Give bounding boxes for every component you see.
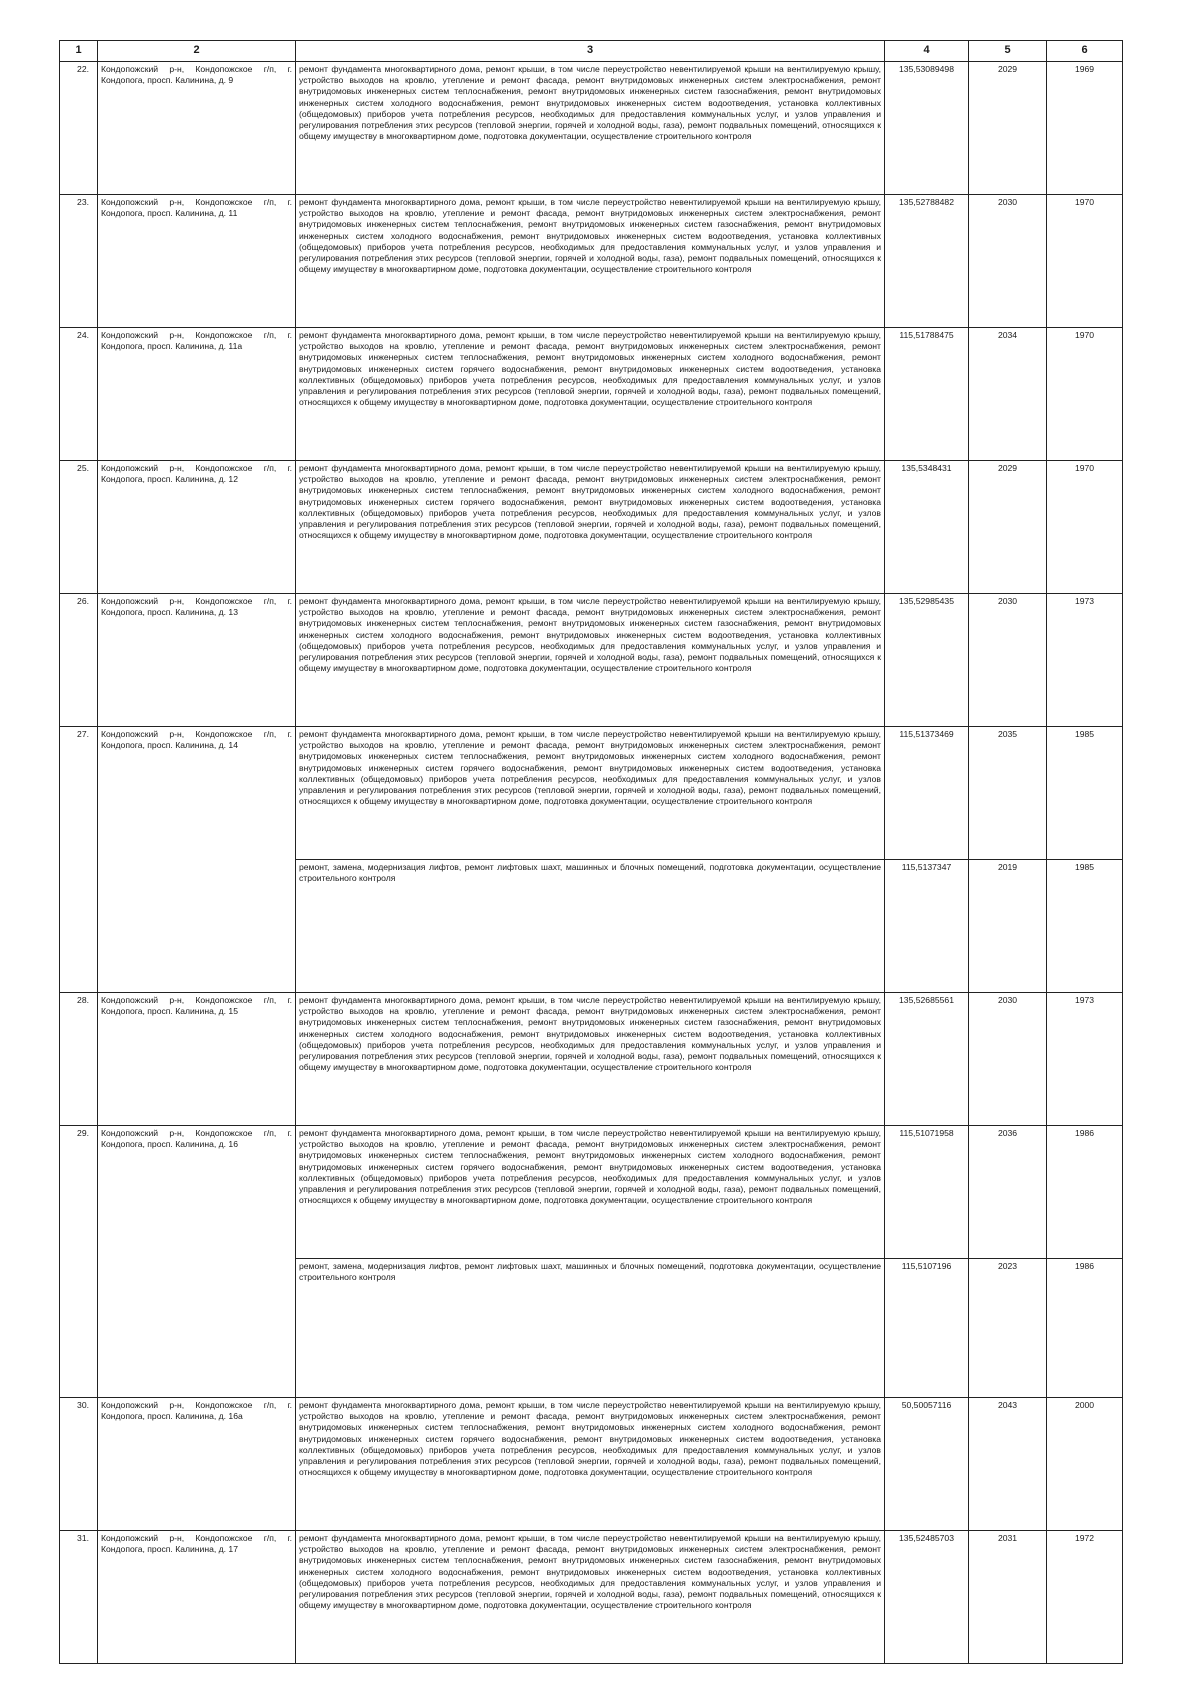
table-row	[60, 1398, 1123, 1531]
column-header: 5	[969, 41, 1047, 62]
built-year-cell: 1986	[1047, 1126, 1123, 1259]
works-cell: ремонт фундамента многоквартирного дома, ремонт крыши, в том числе переустройство невентилируемой крыши на вентилируемую крышу, устройство выходов на кровлю, утепление и ремонт фасада, ремонт внутридомовых инженерных систем электроснабжения, ремонт внутридомовых инженерных систем теплоснабжения, ремонт внутридомовых инженерных систем газоснабжения, ремонт внутридомовых инженерных систем холодного водоснабжения, ремонт внутридомовых инженерных систем водоотведения, установка коллективных (общедомовых) приборов учета потребления ресурсов, необходимых для предоставления коммунальных услуг, и узлов управления и регулирования потребления этих ресурсов (тепловой энергии, горячей и холодной воды, газа), ремонт подвальных помещений, относящихся к общему имуществу в многоквартирном доме, подготовка документации, осуществление строительного контроля	[296, 62, 885, 195]
planned-year-cell: 2029	[969, 62, 1047, 195]
works-cell: ремонт фундамента многоквартирного дома, ремонт крыши, в том числе переустройство невентилируемой крыши на вентилируемую крышу, устройство выходов на кровлю, утепление и ремонт фасада, ремонт внутридомовых инженерных систем электроснабжения, ремонт внутридомовых инженерных систем теплоснабжения, ремонт внутридомовых инженерных систем холодного водоснабжения, ремонт внутридомовых инженерных систем горячего водоснабжения, ремонт внутридомовых инженерных систем водоотведения, установка коллективных (общедомовых) приборов учета потребления ресурсов, необходимых для предоставления коммунальных услуг, и узлов управления и регулирования потребления этих ресурсов (тепловой энергии, горячей и холодной воды, газа), ремонт подвальных помещений, относящихся к общему имуществу в многоквартирном доме, подготовка документации, осуществление строительного контроля	[296, 461, 885, 594]
cost-cell: 135,5348431	[885, 461, 969, 594]
planned-year-cell: 2030	[969, 993, 1047, 1126]
row-number: 26.	[60, 594, 98, 727]
planned-year-cell: 2031	[969, 1531, 1047, 1664]
table-row	[60, 727, 1123, 860]
column-number-header-row	[60, 41, 1123, 62]
works-cell: ремонт фундамента многоквартирного дома, ремонт крыши, в том числе переустройство невентилируемой крыши на вентилируемую крышу, устройство выходов на кровлю, утепление и ремонт фасада, ремонт внутридомовых инженерных систем электроснабжения, ремонт внутридомовых инженерных систем теплоснабжения, ремонт внутридомовых инженерных систем газоснабжения, ремонт внутридомовых инженерных систем холодного водоснабжения, ремонт внутридомовых инженерных систем водоотведения, установка коллективных (общедомовых) приборов учета потребления ресурсов, необходимых для предоставления коммунальных услуг, и узлов управления и регулирования потребления этих ресурсов (тепловой энергии, горячей и холодной воды, газа), ремонт подвальных помещений, относящихся к общему имуществу в многоквартирном доме, подготовка документации, осуществление строительного контроля	[296, 993, 885, 1126]
row-number: 29.	[60, 1126, 98, 1398]
built-year-cell: 1973	[1047, 993, 1123, 1126]
works-cell: ремонт, замена, модернизация лифтов, ремонт лифтовых шахт, машинных и блочных помещений, подготовка документации, осуществление строительного контроля	[296, 1259, 885, 1398]
cost-cell: 115,51788475	[885, 328, 969, 461]
cost-cell: 135,52485703	[885, 1531, 969, 1664]
document-page	[59, 40, 1122, 1664]
address-cell: Кондопожский р-н, Кондопожское г/п, г. Кондопога, просп. Калинина, д. 12	[98, 461, 296, 594]
built-year-cell: 1969	[1047, 62, 1123, 195]
address-cell: Кондопожский р-н, Кондопожское г/п, г. Кондопога, просп. Калинина, д. 14	[98, 727, 296, 993]
address-cell: Кондопожский р-н, Кондопожское г/п, г. Кондопога, просп. Калинина, д. 11а	[98, 328, 296, 461]
built-year-cell: 1970	[1047, 195, 1123, 328]
table-row	[60, 1531, 1123, 1664]
planned-year-cell: 2034	[969, 328, 1047, 461]
table-row	[60, 62, 1123, 195]
built-year-cell: 1973	[1047, 594, 1123, 727]
planned-year-cell: 2029	[969, 461, 1047, 594]
address-cell: Кондопожский р-н, Кондопожское г/п, г. Кондопога, просп. Калинина, д. 13	[98, 594, 296, 727]
repair-program-table	[59, 40, 1123, 1664]
planned-year-cell: 2030	[969, 195, 1047, 328]
table-row	[60, 993, 1123, 1126]
column-header: 3	[296, 41, 885, 62]
cost-cell: 135,52788482	[885, 195, 969, 328]
cost-cell: 135,52685561	[885, 993, 969, 1126]
cost-cell: 135,53089498	[885, 62, 969, 195]
address-cell: Кондопожский р-н, Кондопожское г/п, г. Кондопога, просп. Калинина, д. 15	[98, 993, 296, 1126]
row-number: 22.	[60, 62, 98, 195]
works-cell: ремонт фундамента многоквартирного дома, ремонт крыши, в том числе переустройство невентилируемой крыши на вентилируемую крышу, устройство выходов на кровлю, утепление и ремонт фасада, ремонт внутридомовых инженерных систем электроснабжения, ремонт внутридомовых инженерных систем теплоснабжения, ремонт внутридомовых инженерных систем газоснабжения, ремонт внутридомовых инженерных систем холодного водоснабжения, ремонт внутридомовых инженерных систем водоотведения, установка коллективных (общедомовых) приборов учета потребления ресурсов, необходимых для предоставления коммунальных услуг, и узлов управления и регулирования потребления этих ресурсов (тепловой энергии, горячей и холодной воды, газа), ремонт подвальных помещений, относящихся к общему имуществу в многоквартирном доме, подготовка документации, осуществление строительного контроля	[296, 594, 885, 727]
works-cell: ремонт фундамента многоквартирного дома, ремонт крыши, в том числе переустройство невентилируемой крыши на вентилируемую крышу, устройство выходов на кровлю, утепление и ремонт фасада, ремонт внутридомовых инженерных систем электроснабжения, ремонт внутридомовых инженерных систем теплоснабжения, ремонт внутридомовых инженерных систем холодного водоснабжения, ремонт внутридомовых инженерных систем горячего водоснабжения, ремонт внутридомовых инженерных систем водоотведения, установка коллективных (общедомовых) приборов учета потребления ресурсов, необходимых для предоставления коммунальных услуг, и узлов управления и регулирования потребления этих ресурсов (тепловой энергии, горячей и холодной воды, газа), ремонт подвальных помещений, относящихся к общему имуществу в многоквартирном доме, подготовка документации, осуществление строительного контроля	[296, 1126, 885, 1259]
row-number: 31.	[60, 1531, 98, 1664]
built-year-cell: 1972	[1047, 1531, 1123, 1664]
address-cell: Кондопожский р-н, Кондопожское г/п, г. Кондопога, просп. Калинина, д. 17	[98, 1531, 296, 1664]
built-year-cell: 1970	[1047, 328, 1123, 461]
works-cell: ремонт фундамента многоквартирного дома, ремонт крыши, в том числе переустройство невентилируемой крыши на вентилируемую крышу, устройство выходов на кровлю, утепление и ремонт фасада, ремонт внутридомовых инженерных систем электроснабжения, ремонт внутридомовых инженерных систем теплоснабжения, ремонт внутридомовых инженерных систем холодного водоснабжения, ремонт внутридомовых инженерных систем горячего водоснабжения, ремонт внутридомовых инженерных систем водоотведения, установка коллективных (общедомовых) приборов учета потребления ресурсов, необходимых для предоставления коммунальных услуг, и узлов управления и регулирования потребления этих ресурсов (тепловой энергии, горячей и холодной воды, газа), ремонт подвальных помещений, относящихся к общему имуществу в многоквартирном доме, подготовка документации, осуществление строительного контроля	[296, 1398, 885, 1531]
cost-cell: 135,52985435	[885, 594, 969, 727]
table-row	[60, 195, 1123, 328]
address-cell: Кондопожский р-н, Кондопожское г/п, г. Кондопога, просп. Калинина, д. 16а	[98, 1398, 296, 1531]
row-number: 27.	[60, 727, 98, 993]
column-header: 6	[1047, 41, 1123, 62]
column-header: 4	[885, 41, 969, 62]
row-number: 30.	[60, 1398, 98, 1531]
address-cell: Кондопожский р-н, Кондопожское г/п, г. Кондопога, просп. Калинина, д. 11	[98, 195, 296, 328]
address-cell: Кондопожский р-н, Кондопожское г/п, г. Кондопога, просп. Калинина, д. 16	[98, 1126, 296, 1398]
built-year-cell: 1985	[1047, 860, 1123, 993]
table-row	[60, 1126, 1123, 1259]
built-year-cell: 1985	[1047, 727, 1123, 860]
table-row	[60, 328, 1123, 461]
planned-year-cell: 2043	[969, 1398, 1047, 1531]
row-number: 25.	[60, 461, 98, 594]
address-cell: Кондопожский р-н, Кондопожское г/п, г. Кондопога, просп. Калинина, д. 9	[98, 62, 296, 195]
column-header: 2	[98, 41, 296, 62]
table-row	[60, 461, 1123, 594]
row-number: 23.	[60, 195, 98, 328]
cost-cell: 50,50057116	[885, 1398, 969, 1531]
built-year-cell: 1986	[1047, 1259, 1123, 1398]
built-year-cell: 1970	[1047, 461, 1123, 594]
works-cell: ремонт, замена, модернизация лифтов, ремонт лифтовых шахт, машинных и блочных помещений, подготовка документации, осуществление строительного контроля	[296, 860, 885, 993]
works-cell: ремонт фундамента многоквартирного дома, ремонт крыши, в том числе переустройство невентилируемой крыши на вентилируемую крышу, устройство выходов на кровлю, утепление и ремонт фасада, ремонт внутридомовых инженерных систем электроснабжения, ремонт внутридомовых инженерных систем теплоснабжения, ремонт внутридомовых инженерных систем газоснабжения, ремонт внутридомовых инженерных систем холодного водоснабжения, ремонт внутридомовых инженерных систем водоотведения, установка коллективных (общедомовых) приборов учета потребления ресурсов, необходимых для предоставления коммунальных услуг, и узлов управления и регулирования потребления этих ресурсов (тепловой энергии, горячей и холодной воды, газа), ремонт подвальных помещений, относящихся к общему имуществу в многоквартирном доме, подготовка документации, осуществление строительного контроля	[296, 195, 885, 328]
works-cell: ремонт фундамента многоквартирного дома, ремонт крыши, в том числе переустройство невентилируемой крыши на вентилируемую крышу, устройство выходов на кровлю, утепление и ремонт фасада, ремонт внутридомовых инженерных систем электроснабжения, ремонт внутридомовых инженерных систем теплоснабжения, ремонт внутридомовых инженерных систем холодного водоснабжения, ремонт внутридомовых инженерных систем горячего водоснабжения, ремонт внутридомовых инженерных систем водоотведения, установка коллективных (общедомовых) приборов учета потребления ресурсов, необходимых для предоставления коммунальных услуг, и узлов управления и регулирования потребления этих ресурсов (тепловой энергии, горячей и холодной воды, газа), ремонт подвальных помещений, относящихся к общему имуществу в многоквартирном доме, подготовка документации, осуществление строительного контроля	[296, 727, 885, 860]
planned-year-cell: 2023	[969, 1259, 1047, 1398]
planned-year-cell: 2036	[969, 1126, 1047, 1259]
planned-year-cell: 2019	[969, 860, 1047, 993]
built-year-cell: 2000	[1047, 1398, 1123, 1531]
cost-cell: 115,5107196	[885, 1259, 969, 1398]
cost-cell: 115,51071958	[885, 1126, 969, 1259]
row-number: 24.	[60, 328, 98, 461]
planned-year-cell: 2035	[969, 727, 1047, 860]
planned-year-cell: 2030	[969, 594, 1047, 727]
column-header: 1	[60, 41, 98, 62]
cost-cell: 115,51373469	[885, 727, 969, 860]
works-cell: ремонт фундамента многоквартирного дома, ремонт крыши, в том числе переустройство невентилируемой крыши на вентилируемую крышу, устройство выходов на кровлю, утепление и ремонт фасада, ремонт внутридомовых инженерных систем электроснабжения, ремонт внутридомовых инженерных систем теплоснабжения, ремонт внутридомовых инженерных систем газоснабжения, ремонт внутридомовых инженерных систем холодного водоснабжения, ремонт внутридомовых инженерных систем водоотведения, установка коллективных (общедомовых) приборов учета потребления ресурсов, необходимых для предоставления коммунальных услуг, и узлов управления и регулирования потребления этих ресурсов (тепловой энергии, горячей и холодной воды, газа), ремонт подвальных помещений, относящихся к общему имуществу в многоквартирном доме, подготовка документации, осуществление строительного контроля	[296, 1531, 885, 1664]
cost-cell: 115,5137347	[885, 860, 969, 993]
table-row	[60, 594, 1123, 727]
works-cell: ремонт фундамента многоквартирного дома, ремонт крыши, в том числе переустройство невентилируемой крыши на вентилируемую крышу, устройство выходов на кровлю, утепление и ремонт фасада, ремонт внутридомовых инженерных систем электроснабжения, ремонт внутридомовых инженерных систем теплоснабжения, ремонт внутридомовых инженерных систем холодного водоснабжения, ремонт внутридомовых инженерных систем горячего водоснабжения, ремонт внутридомовых инженерных систем водоотведения, установка коллективных (общедомовых) приборов учета потребления ресурсов, необходимых для предоставления коммунальных услуг, и узлов управления и регулирования потребления этих ресурсов (тепловой энергии, горячей и холодной воды, газа), ремонт подвальных помещений, относящихся к общему имуществу в многоквартирном доме, подготовка документации, осуществление строительного контроля	[296, 328, 885, 461]
row-number: 28.	[60, 993, 98, 1126]
